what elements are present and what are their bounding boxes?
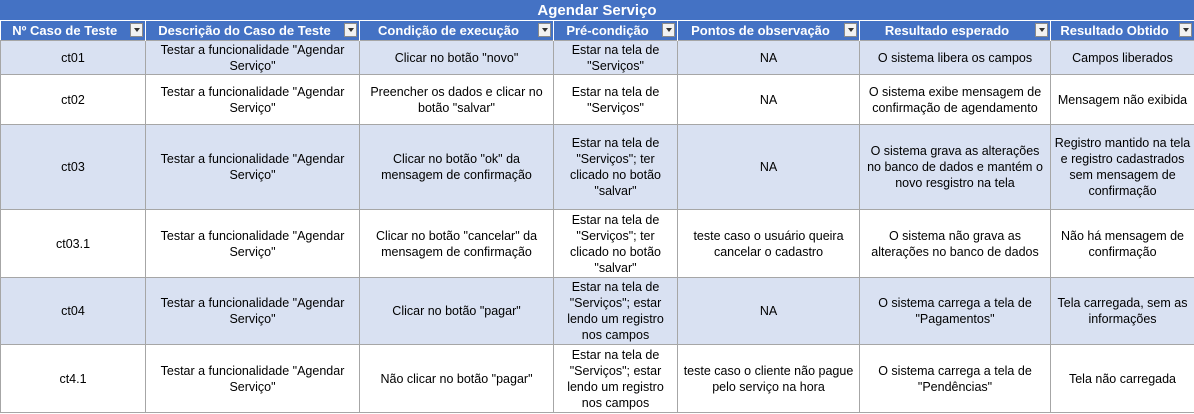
cell-pre-condicao[interactable]: Estar na tela de "Serviços"; ter clicado no botão "salvar" <box>554 210 678 278</box>
column-header-pontos <box>678 21 860 41</box>
column-header-label: Resultado Obtido <box>1060 23 1169 38</box>
cell-obtido[interactable]: Registro mantido na tela e registro cadastrados sem mensagem de confirmação <box>1051 125 1194 210</box>
column-header-label: Descrição do Caso de Teste <box>158 23 331 38</box>
column-header-label: Resultado esperado <box>884 23 1010 38</box>
cell-pontos[interactable]: NA <box>678 125 860 210</box>
filter-dropdown-icon[interactable] <box>130 23 143 37</box>
cell-descricao[interactable]: Testar a funcionalidade "Agendar Serviço" <box>146 345 360 413</box>
cell-obtido[interactable]: Campos liberados <box>1051 41 1194 75</box>
cell-obtido[interactable]: Tela carregada, sem as informações <box>1051 278 1194 345</box>
column-header-label: Condição de execução <box>378 23 519 38</box>
cell-id[interactable]: ct01 <box>1 41 146 75</box>
column-header-label: Pontos de observação <box>691 23 830 38</box>
filter-dropdown-icon[interactable] <box>844 23 857 37</box>
cell-condicao[interactable]: Clicar no botão "pagar" <box>360 278 554 345</box>
column-header-label: Nº Caso de Teste <box>12 23 118 38</box>
cell-pontos[interactable]: NA <box>678 75 860 125</box>
cell-esperado[interactable]: O sistema carrega a tela de "Pendências" <box>860 345 1051 413</box>
cell-pontos[interactable]: teste caso o cliente não pague pelo serviço na hora <box>678 345 860 413</box>
sheet-title: Agendar Serviço <box>0 0 1194 21</box>
cell-pre-condicao[interactable]: Estar na tela de "Serviços" <box>554 75 678 125</box>
cell-pre-condicao[interactable]: Estar na tela de "Serviços"; ter clicado no botão "salvar" <box>554 125 678 210</box>
column-header-caso <box>1 21 146 41</box>
filter-dropdown-icon[interactable] <box>662 23 675 37</box>
cell-esperado[interactable]: O sistema não grava as alterações no banco de dados <box>860 210 1051 278</box>
cell-pre-condicao[interactable]: Estar na tela de "Serviços" <box>554 41 678 75</box>
cell-obtido[interactable]: Tela não carregada <box>1051 345 1194 413</box>
cell-id[interactable]: ct4.1 <box>1 345 146 413</box>
cell-esperado[interactable]: O sistema grava as alterações no banco de dados e mantém o novo resgistro na tela <box>860 125 1051 210</box>
filter-dropdown-icon[interactable] <box>344 23 357 37</box>
cell-pre-condicao[interactable]: Estar na tela de "Serviços"; estar lendo um registro nos campos <box>554 278 678 345</box>
table-row <box>1 41 1194 75</box>
column-header-obtido <box>1051 21 1194 41</box>
table-row <box>1 345 1194 413</box>
cell-pre-condicao[interactable]: Estar na tela de "Serviços"; estar lendo um registro nos campos <box>554 345 678 413</box>
cell-condicao[interactable]: Clicar no botão "novo" <box>360 41 554 75</box>
table-row <box>1 278 1194 345</box>
column-header-esperado <box>860 21 1051 41</box>
column-header-condicao <box>360 21 554 41</box>
filter-dropdown-icon[interactable] <box>538 23 551 37</box>
test-case-table <box>0 21 1194 413</box>
cell-esperado[interactable]: O sistema exibe mensagem de confirmação de agendamento <box>860 75 1051 125</box>
cell-id[interactable]: ct03.1 <box>1 210 146 278</box>
cell-obtido[interactable]: Mensagem não exibida <box>1051 75 1194 125</box>
cell-descricao[interactable]: Testar a funcionalidade "Agendar Serviço" <box>146 75 360 125</box>
column-header-descricao <box>146 21 360 41</box>
column-header-label: Pré-condição <box>566 23 649 38</box>
table-row <box>1 125 1194 210</box>
filter-dropdown-icon[interactable] <box>1179 23 1192 37</box>
cell-descricao[interactable]: Testar a funcionalidade "Agendar Serviço" <box>146 278 360 345</box>
filter-dropdown-icon[interactable] <box>1035 23 1048 37</box>
cell-condicao[interactable]: Não clicar no botão "pagar" <box>360 345 554 413</box>
cell-esperado[interactable]: O sistema libera os campos <box>860 41 1051 75</box>
cell-pontos[interactable]: NA <box>678 41 860 75</box>
cell-id[interactable]: ct04 <box>1 278 146 345</box>
column-header-pre-condicao <box>554 21 678 41</box>
cell-descricao[interactable]: Testar a funcionalidade "Agendar Serviço" <box>146 41 360 75</box>
cell-id[interactable]: ct03 <box>1 125 146 210</box>
cell-pontos[interactable]: teste caso o usuário queira cancelar o cadastro <box>678 210 860 278</box>
cell-id[interactable]: ct02 <box>1 75 146 125</box>
cell-obtido[interactable]: Não há mensagem de confirmação <box>1051 210 1194 278</box>
cell-condicao[interactable]: Clicar no botão "ok" da mensagem de confirmação <box>360 125 554 210</box>
cell-pontos[interactable]: NA <box>678 278 860 345</box>
cell-condicao[interactable]: Clicar no botão "cancelar" da mensagem de confirmação <box>360 210 554 278</box>
cell-condicao[interactable]: Preencher os dados e clicar no botão "salvar" <box>360 75 554 125</box>
cell-descricao[interactable]: Testar a funcionalidade "Agendar Serviço" <box>146 125 360 210</box>
header-row <box>1 21 1194 41</box>
cell-esperado[interactable]: O sistema carrega a tela de "Pagamentos" <box>860 278 1051 345</box>
table-row <box>1 210 1194 278</box>
table-row <box>1 75 1194 125</box>
cell-descricao[interactable]: Testar a funcionalidade "Agendar Serviço" <box>146 210 360 278</box>
